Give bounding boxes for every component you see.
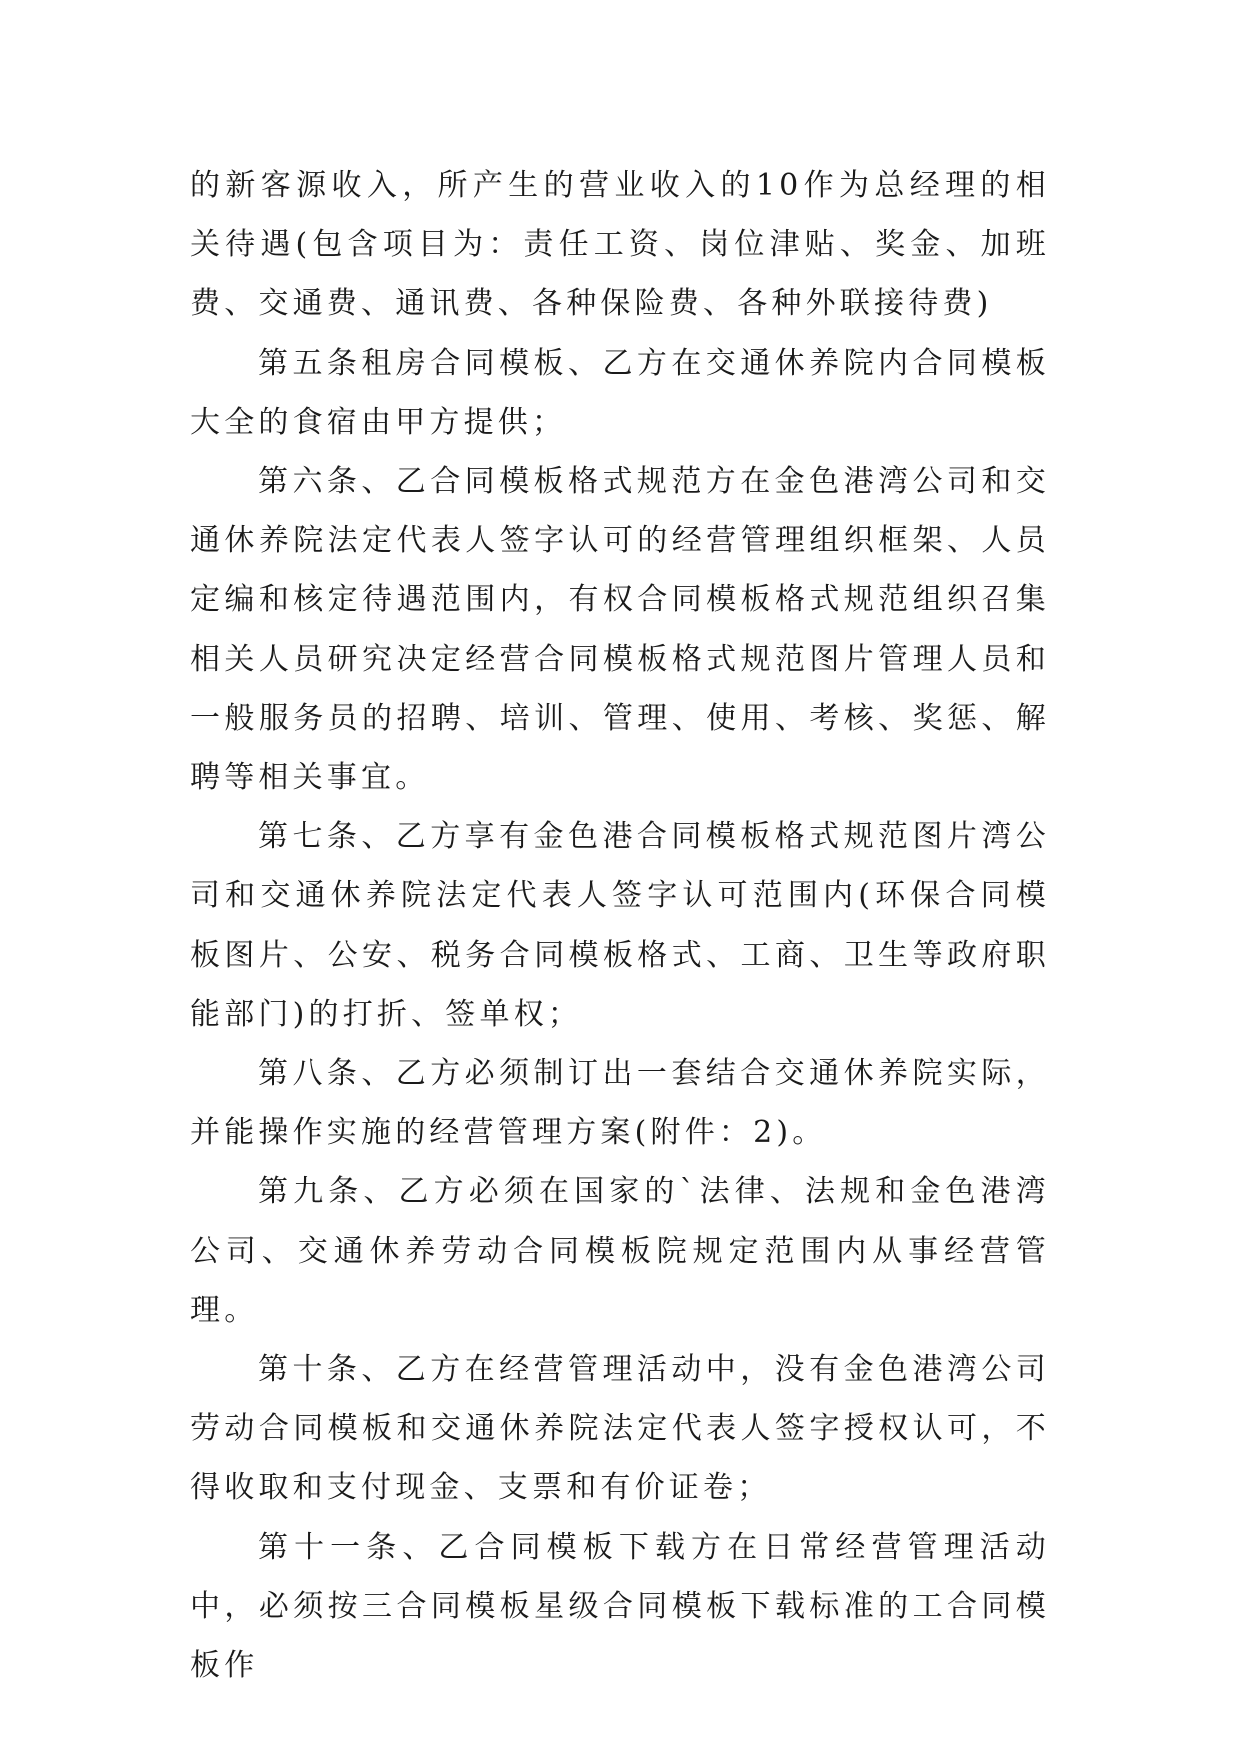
paragraph-article-7: 第七条、乙方享有金色港合同模板格式规范图片湾公司和交通休养院法定代表人签字认可范围内(环保合同模板图片、公安、税务合同模板格式、工商、卫生等政府职能部门)的打折、签单权； (190, 819, 1050, 1032)
document-body (190, 156, 1050, 1695)
paragraph-continuation: 的新客源收入，所产生的营业收入的10作为总经理的相关待遇(包含项目为：责任工资、岗位津贴、奖金、加班费、交通费、通讯费、各种保险费、各种外联接待费) (190, 168, 1050, 322)
paragraph-article-10: 第十条、乙方在经营管理活动中，没有金色港湾公司劳动合同模板和交通休养院法定代表人签字授权认可，不得收取和支付现金、支票和有价证卷； (190, 1352, 1050, 1506)
paragraph-article-8: 第八条、乙方必须制订出一套结合交通休养院实际，并能操作实施的经营管理方案(附件：2)。 (190, 1056, 1050, 1151)
paragraph-article-6: 第六条、乙合同模板格式规范方在金色港湾公司和交通休养院法定代表人签字认可的经营管理组织框架、人员定编和核定待遇范围内，有权合同模板格式规范组织召集相关人员研究决定经营合同模板格式规范图片管理人员和一般服务员的招聘、培训、管理、使用、考核、奖惩、解聘等相关事宜。 (190, 464, 1050, 796)
paragraph-article-9: 第九条、乙方必须在国家的`法律、法规和金色港湾公司、交通休养劳动合同模板院规定范围内从事经营管理。 (190, 1174, 1050, 1328)
paragraph-article-11: 第十一条、乙合同模板下载方在日常经营管理活动中，必须按三合同模板星级合同模板下载标准的工合同模板作 (190, 1529, 1050, 1684)
paragraph-article-5: 第五条租房合同模板、乙方在交通休养院内合同模板大全的食宿由甲方提供； (190, 345, 1050, 440)
